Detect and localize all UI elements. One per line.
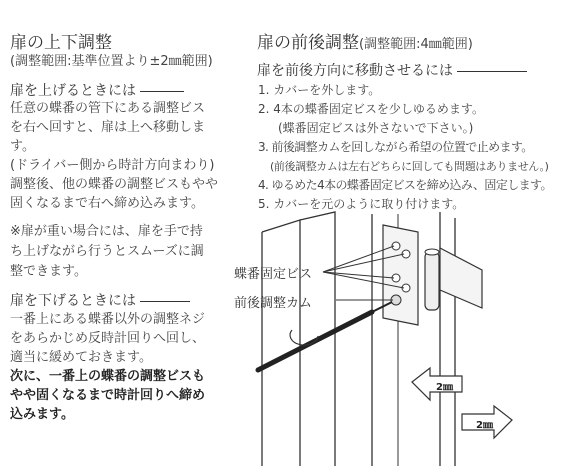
raise-line: を右へ回すと、扉は上へ移動しま — [10, 120, 206, 135]
step-note: (蝶番固定ビスは外さないで下さい。) — [278, 121, 474, 135]
step-item: 4. ゆるめた4本の蝶番固定ビスを締め込み、固定します。 — [258, 178, 552, 192]
left-range: (調整範囲:基準位置より±2㎜範囲) — [10, 54, 213, 69]
label-adjust-cam: 前後調整カム — [234, 296, 313, 311]
step-item: 2. 4本の蝶番固定ビスを少しゆるめます。 — [258, 102, 484, 116]
raise-heading: 扉を上げるときには — [10, 83, 136, 99]
lower-line: をあらかじめ反時計回りへ回し、 — [10, 331, 206, 346]
step-note: (前後調整カムは左右どちらに回しても問題はありません。) — [270, 160, 549, 173]
arrow-left-label: 2㎜ — [436, 382, 453, 393]
raise-line: 調整後、他の蝶番の調整ビスもやや — [10, 177, 219, 192]
label-hinge-screws: 蝶番固定ビス — [234, 267, 313, 282]
raise-line: 固くなるまで右へ締め込みます。 — [10, 196, 204, 211]
hinge-knuckle — [425, 252, 439, 310]
lower-heading: 扉を下げるときには — [10, 293, 136, 309]
lower-line: 適当に緩めておきます。 — [10, 350, 152, 365]
hinge-leaf — [440, 248, 482, 308]
lower-line: やや固くなるまで時計回りへ締め — [10, 388, 206, 403]
note-line: 整できます。 — [10, 264, 87, 279]
knuckle-cap — [425, 249, 439, 255]
lower-line: 一番上にある蝶番以外の調整ネジ — [10, 312, 206, 327]
raise-line: す。 — [10, 139, 35, 154]
step-item: 3. 前後調整カムを回しながら希望の位置で止めます。 — [258, 140, 533, 154]
note-line: ち上げながら行うとスムーズに調 — [10, 244, 204, 259]
right-title: 扉の前後調整 — [257, 33, 359, 53]
right-heading: 扉を前後方向に移動させるには — [257, 63, 453, 79]
hinge-leaf — [383, 225, 418, 325]
raise-line: 任意の蝶番の管下にある調整ビス — [10, 101, 206, 116]
rotation-arrow — [290, 330, 318, 345]
right-range: (調整範囲:4㎜範囲) — [359, 37, 473, 52]
step-item: 1. カバーを外します。 — [258, 83, 381, 97]
lower-line: 込みます。 — [10, 407, 74, 422]
lower-line: 次に、一番上の蝶番の調整ビスも — [10, 369, 206, 384]
arrow-right-label: 2㎜ — [476, 420, 493, 431]
note-line: ※扉が重い場合には、扉を手で持 — [10, 224, 203, 239]
left-title: 扉の上下調整 — [10, 33, 112, 53]
step-item: 5. カバーを元のように取り付けます。 — [258, 197, 465, 211]
raise-line: (ドライバー側から時計方向まわり) — [10, 158, 215, 173]
